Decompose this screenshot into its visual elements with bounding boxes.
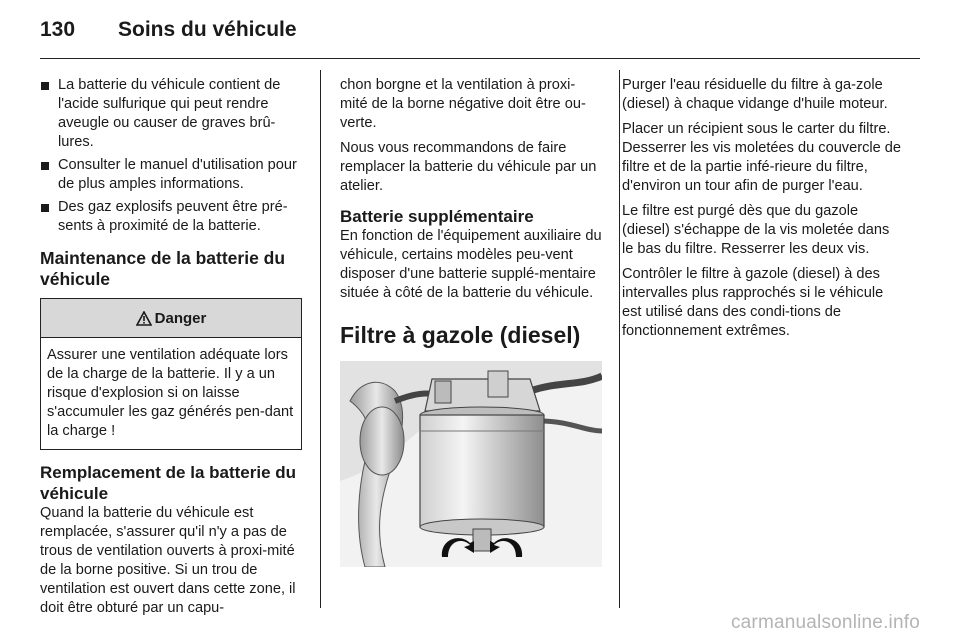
recommendation-text: Nous vous recommandons de faire remplacer la batterie du véhicule par un atelier. xyxy=(340,140,597,194)
page-number: 130 xyxy=(40,18,76,41)
replacement-heading: Remplacement de la batterie du véhicule xyxy=(40,463,297,503)
column-left xyxy=(40,76,302,624)
danger-header xyxy=(41,299,301,338)
diesel-filter-heading: Filtre à gazole (diesel) xyxy=(340,322,581,348)
paragraph: Le filtre est purgé dès que du gazole (diesel) s'échappe de la vis moletée dans le bas du filtre. Resserrer les deux vis. xyxy=(622,203,890,257)
page-header xyxy=(40,18,297,52)
column-divider xyxy=(619,70,620,608)
danger-text: Assurer une ventilation adéquate lors de la charge de la batterie. Il y a un risque d'explosion si on laisse s'accumuler les gaz générés pen-dant la charge ! xyxy=(47,347,294,439)
column-middle xyxy=(340,76,602,567)
paragraph: Placer un récipient sous le carter du filtre. Desserrer les vis moletées du couvercle de filtre et de la partie infé-rieure du filtre, d'environ un tour afin de purger l'eau. xyxy=(622,121,902,194)
diesel-filter-illustration xyxy=(340,361,602,567)
aux-battery-heading: Batterie supplémentaire xyxy=(340,207,534,226)
bullet-square-icon xyxy=(41,82,49,90)
column-right xyxy=(622,76,904,347)
paragraph: Contrôler le filtre à gazole (diesel) à des intervalles plus rapprochés si le véhicule est utilisé dans des condi-tions de fonctionnement extrêmes. xyxy=(622,266,884,339)
list-item: Des gaz explosifs peuvent être pré-sents à proximité de la batterie. xyxy=(40,198,302,236)
paragraph: Purger l'eau résiduelle du filtre à ga-zole (diesel) à chaque vidange d'huile moteur. xyxy=(622,77,888,112)
replacement-text: Quand la batterie du véhicule est remplacée, s'assurer qu'il n'y a pas de trous de ventilation ouverts à proxi-mité de la borne positive. Si un trou de ventilation est ouvert dans cette zone, il doit être obturé par un capu- xyxy=(40,505,296,616)
column-divider xyxy=(320,70,321,608)
header-rule xyxy=(40,58,920,59)
list-item: Consulter le manuel d'utilisation pour de plus amples informations. xyxy=(40,156,302,194)
fuel-filter-icon xyxy=(340,361,602,567)
list-item: La batterie du véhicule contient de l'acide sulfurique qui peut rendre aveugle ou causer de graves brû-lures. xyxy=(40,76,302,152)
watermark: carmanualsonline.info xyxy=(730,612,920,633)
bullet-square-icon xyxy=(41,204,49,212)
bullet-square-icon xyxy=(41,162,49,170)
continuation-text: chon borgne et la ventilation à proxi-mité de la borne négative doit être ou-verte. xyxy=(340,77,586,131)
warning-list xyxy=(40,76,302,236)
page-title: Soins du véhicule xyxy=(118,18,297,41)
warning-triangle-icon xyxy=(136,311,152,326)
danger-label: Danger xyxy=(154,309,207,327)
aux-battery-text: En fonction de l'équipement auxiliaire du véhicule, certains modèles peu-vent disposer d'une batterie supplé-mentaire située à côté de la batterie du véhicule. xyxy=(340,228,602,301)
maintenance-heading: Maintenance de la batterie du véhicule xyxy=(40,248,286,289)
danger-box xyxy=(40,298,302,450)
